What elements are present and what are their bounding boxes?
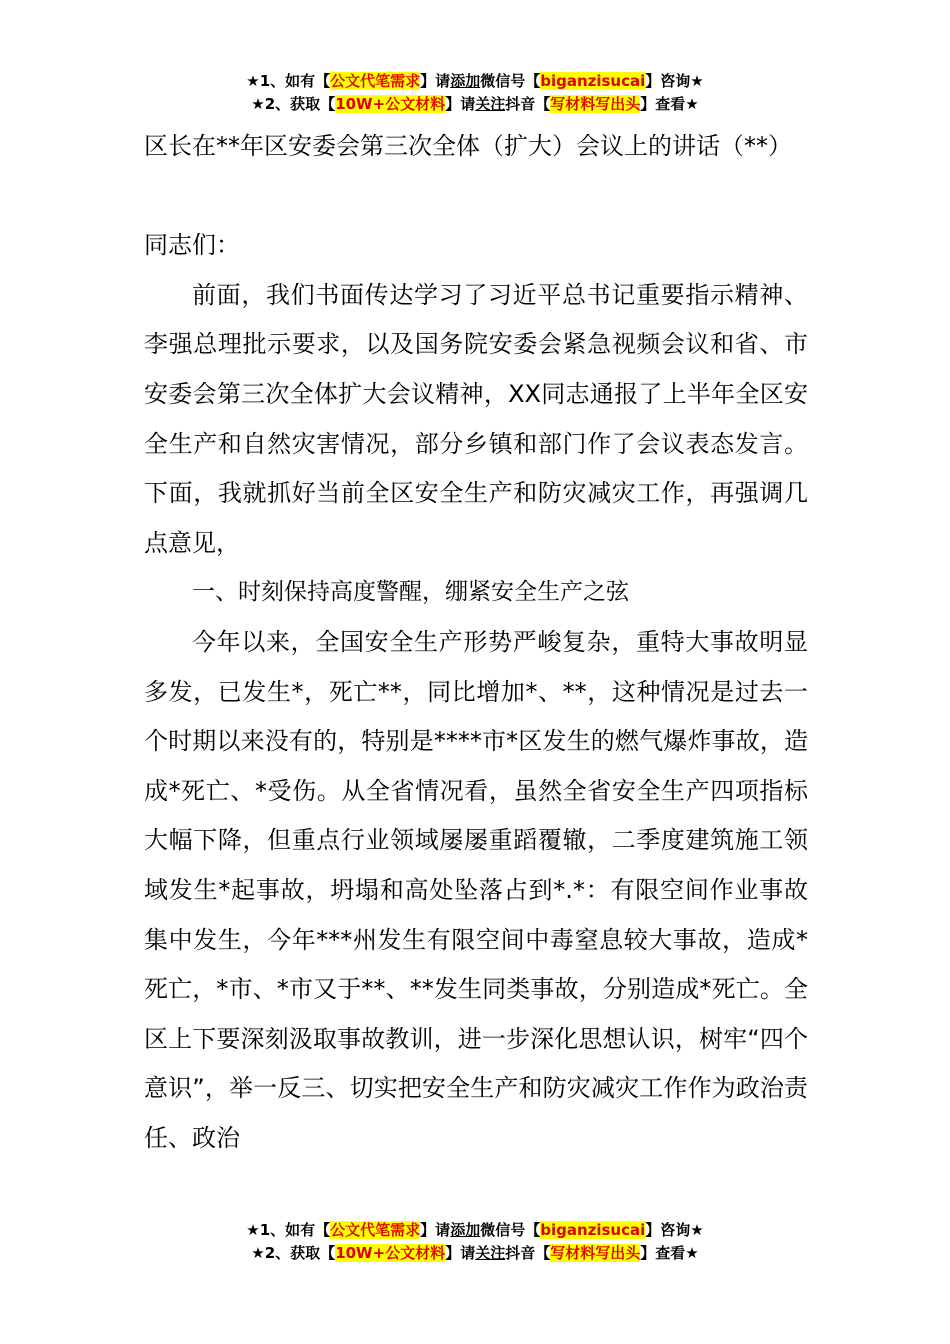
salutation: 同志们： bbox=[144, 231, 240, 260]
banner-text: 】查看★ bbox=[640, 1244, 699, 1262]
banner-text: 】查看★ bbox=[640, 95, 699, 113]
banner-text: 】咨询★ bbox=[645, 1221, 704, 1239]
banner-highlight: 10W+公文材料 bbox=[335, 1244, 446, 1262]
blank-line bbox=[144, 172, 808, 222]
paragraph-body: 今年以来，全国安全生产形势严峻复杂，重特大事故明显多发，已发生*，死亡**，同比增加*、**，这种情况是过去一个时期以来没有的，特别是****市*区发生的燃气爆炸事故，造成*死亡、*受伤。从全省情况看，虽然全省安全生产四项指标大幅下降，但重点行业领域屡屡重蹈覆辙，二季度建筑施工领域发生*起事故，坍塌和高处坠落占到*.*：有限空间作业事故集中发生，今年***州发生有限空间中毒窒息较大事故，造成*死亡，*市、*市又于**、**发生同类事故，分别造成*死亡。全区上下要深刻汲取事故教训，进一步深化思想认识，树牢“四个意识”，举一反三、切实把安全生产和防灾减灾工作作为政治责任、政治 bbox=[144, 627, 808, 1152]
banner-highlight: biganzisucai bbox=[540, 1221, 646, 1239]
promo-banner-bottom-line2 bbox=[0, 1242, 950, 1264]
banner-text: 】请 bbox=[445, 1244, 476, 1262]
banner-text: ★2、获取【 bbox=[251, 1244, 336, 1262]
banner-text: 抖音【 bbox=[505, 95, 551, 113]
promo-banner-top-line2 bbox=[0, 93, 950, 115]
banner-highlight: 写材料写出头 bbox=[550, 1244, 641, 1262]
promo-banner-top-line1 bbox=[0, 70, 950, 92]
banner-highlight: 写材料写出头 bbox=[550, 95, 641, 113]
document-title: 区长在**年区安委会第三次全体（扩大）会议上的讲话（**） bbox=[144, 132, 792, 160]
banner-highlight: 公文代笔需求 bbox=[330, 72, 421, 90]
banner-underlined: 关注 bbox=[475, 1244, 506, 1262]
banner-highlight: biganzisucai bbox=[540, 72, 646, 90]
banner-text: ★1、如有【 bbox=[246, 1221, 331, 1239]
banner-underlined: 添加 bbox=[450, 1221, 481, 1239]
banner-text: 抖音【 bbox=[505, 1244, 551, 1262]
banner-underlined: 添加 bbox=[450, 72, 481, 90]
document-body bbox=[144, 122, 808, 1163]
banner-underlined: 关注 bbox=[475, 95, 506, 113]
banner-highlight: 10W+公文材料 bbox=[335, 95, 446, 113]
banner-text: 】请 bbox=[420, 72, 451, 90]
banner-text: ★1、如有【 bbox=[246, 72, 331, 90]
banner-highlight: 公文代笔需求 bbox=[330, 1221, 421, 1239]
banner-text: 】咨询★ bbox=[645, 72, 704, 90]
banner-text: 微信号【 bbox=[480, 1221, 541, 1239]
promo-banner-bottom-line1 bbox=[0, 1219, 950, 1241]
banner-text: 微信号【 bbox=[480, 72, 541, 90]
section-heading: 一、时刻保持高度警醒，绷紧安全生产之弦 bbox=[192, 579, 629, 606]
paragraph-intro: 前面，我们书面传达学习了习近平总书记重要指示精神、李强总理批示要求，以及国务院安委会紧急视频会议和省、市安委会第三次全体扩大会议精神，XX同志通报了上半年全区安全生产和自然灾害情况，部分乡镇和部门作了会议表态发言。下面，我就抓好当前全区安全生产和防灾减灾工作，再强调几点意见， bbox=[144, 280, 808, 557]
banner-text: 】请 bbox=[420, 1221, 451, 1239]
banner-text: 】请 bbox=[445, 95, 476, 113]
banner-text: ★2、获取【 bbox=[251, 95, 336, 113]
